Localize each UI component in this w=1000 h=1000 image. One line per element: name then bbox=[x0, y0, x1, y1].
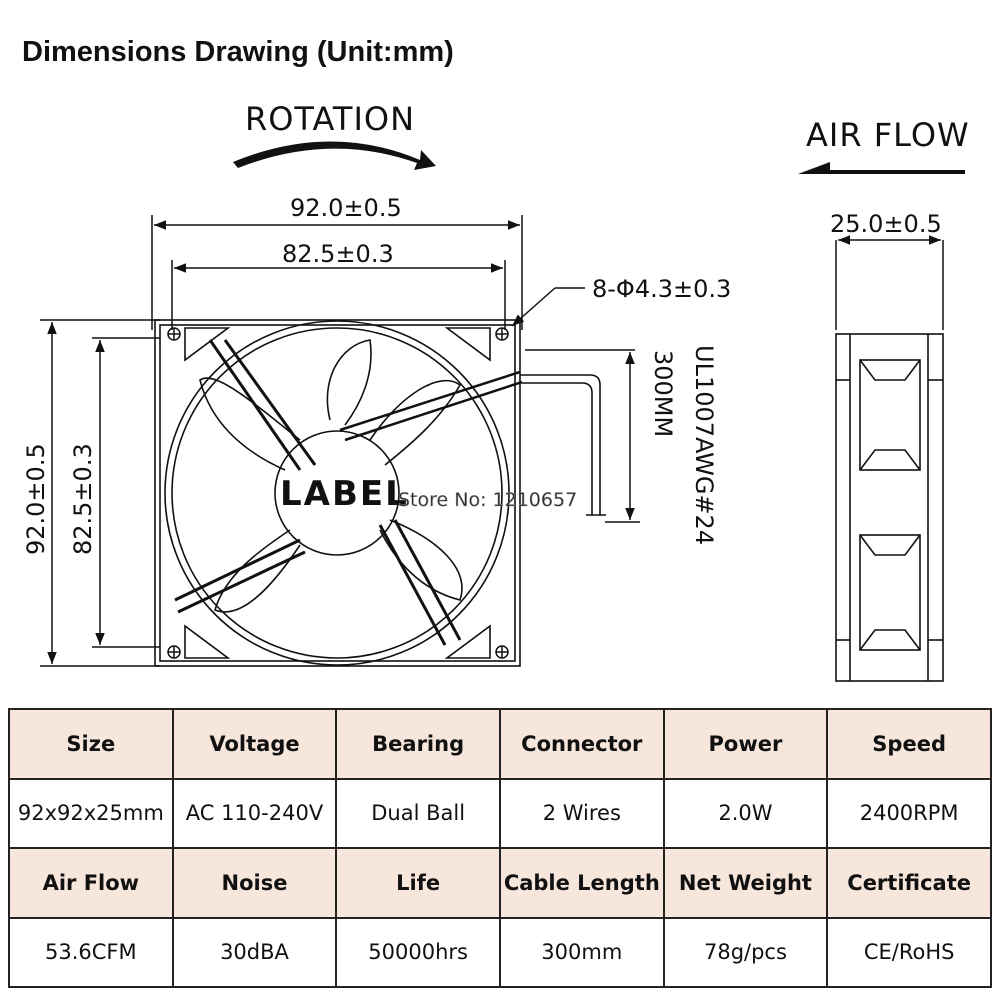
spec-value-cell: CE/RoHS bbox=[827, 918, 991, 988]
spec-value-cell: 50000hrs bbox=[336, 918, 500, 988]
spec-value-cell: 2 Wires bbox=[500, 779, 664, 849]
spec-header-cell: Noise bbox=[173, 848, 337, 918]
spec-value-cell: AC 110-240V bbox=[173, 779, 337, 849]
spec-header-cell: Bearing bbox=[336, 709, 500, 779]
spec-value-cell: 30dBA bbox=[173, 918, 337, 988]
spec-header-cell: Air Flow bbox=[9, 848, 173, 918]
spec-value-cell: 2.0W bbox=[664, 779, 828, 849]
spec-header-cell: Voltage bbox=[173, 709, 337, 779]
inner-height-dimension bbox=[92, 338, 160, 647]
holes-label: 8-Φ4.3±0.3 bbox=[592, 275, 732, 303]
store-watermark: Store No: 1210657 bbox=[398, 489, 578, 511]
page-title: Dimensions Drawing (Unit:mm) bbox=[22, 36, 454, 68]
rotation-arrow-icon bbox=[233, 141, 436, 170]
spec-header-cell: Size bbox=[9, 709, 173, 779]
fan-label-text: LABEL bbox=[280, 474, 409, 514]
spec-value-cell: 2400RPM bbox=[827, 779, 991, 849]
spec-value-row bbox=[9, 779, 991, 849]
spec-value-cell: 78g/pcs bbox=[664, 918, 828, 988]
cable-length-label: 300MM bbox=[649, 350, 677, 438]
spec-value-cell: 53.6CFM bbox=[9, 918, 173, 988]
airflow-label: AIR FLOW bbox=[806, 116, 970, 154]
thickness-dimension bbox=[836, 240, 943, 330]
outer-height-label: 92.0±0.5 bbox=[22, 443, 50, 555]
spec-value-row bbox=[9, 918, 991, 988]
inner-width-label: 82.5±0.3 bbox=[282, 240, 394, 268]
spec-header-row bbox=[9, 709, 991, 779]
spec-value-cell: 92x92x25mm bbox=[9, 779, 173, 849]
spec-table bbox=[8, 708, 992, 988]
spec-header-cell: Speed bbox=[827, 709, 991, 779]
spec-header-row bbox=[9, 848, 991, 918]
wire-spec-label: UL1007AWG#24 bbox=[690, 345, 718, 546]
holes-leader bbox=[512, 288, 585, 326]
fan-side-view bbox=[836, 334, 943, 681]
thickness-label: 25.0±0.5 bbox=[830, 210, 942, 238]
inner-height-label: 82.5±0.3 bbox=[69, 443, 97, 555]
spec-header-cell: Connector bbox=[500, 709, 664, 779]
spec-value-cell: 300mm bbox=[500, 918, 664, 988]
spec-header-cell: Net Weight bbox=[664, 848, 828, 918]
spec-header-cell: Certificate bbox=[827, 848, 991, 918]
spec-header-cell: Cable Length bbox=[500, 848, 664, 918]
spec-value-cell: Dual Ball bbox=[336, 779, 500, 849]
airflow-arrow-icon bbox=[798, 162, 965, 174]
spec-header-cell: Power bbox=[664, 709, 828, 779]
outer-width-label: 92.0±0.5 bbox=[290, 194, 402, 222]
outer-width-dimension bbox=[152, 215, 522, 330]
spec-header-cell: Life bbox=[336, 848, 500, 918]
rotation-label: ROTATION bbox=[245, 100, 415, 138]
